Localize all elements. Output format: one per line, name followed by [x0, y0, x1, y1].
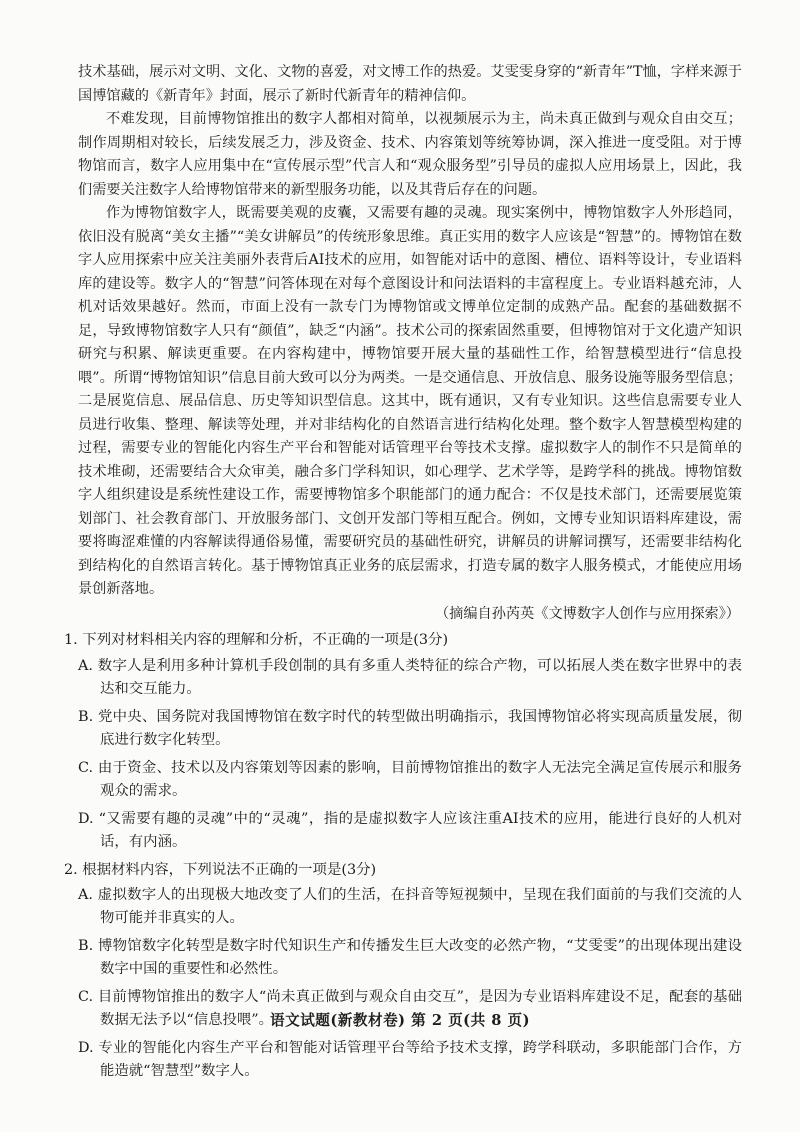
page-footer: 语文试题(新教材卷) 第 2 页(共 8 页) [270, 1012, 530, 1029]
passage-source: （摘编自孙芮英《文博数字人创作与应用探索》） [434, 605, 740, 622]
question-2-option-c: C. 目前博物馆推出的数字人“尚未真正做到与观众自由交互”，是因为专业语料库建设不足，配套的基础数据无法予以“信息投喂”。 [78, 989, 742, 1028]
question-2-stem: 2. 根据材料内容，下列说法不正确的一项是(3分) [64, 861, 377, 878]
page-content [64, 61, 742, 1088]
question-2-option-b: B. 博物馆数字化转型是数字时代知识生产和传播发生巨大改变的必然产物，“艾雯雯”的出现体现出建设数字中国的重要性和必然性。 [78, 938, 742, 977]
question-1 [64, 629, 742, 854]
question-1-stem: 1. 下列对材料相关内容的理解和分析，不正确的一项是(3分) [64, 632, 449, 648]
passage-paragraph-3: 作为博物馆数字人，既需要美观的皮囊，又需要有趣的灵魂。现实案例中，博物馆数字人外形趋同，依旧没有脱离“美女主播”“美女讲解员”的传统形象思维。真正实用的数字人应该是“智慧”的。博物馆在数字人应用探索中应关注美丽外表背后AI技术的应用，如智能对话中的意图、槽位、语料等设计，专业语料库的建设等。数字人的“智慧”问答体现在对每个意图设计和问法语料的丰富程度上。专业语料越充沛，人机对话效果越好。然而，市面上没有一款专门为博物馆或文博单位定制的成熟产品。配套的基础数据不足，导致博物馆数字人只有“颜值”，缺乏“内涵”。技术公司的探索固然重要，但博物馆对于文化遗产知识研究与积累、解读更重要。在内容构建中，博物馆要开展大量的基础性工作，给智慧模型进行“信息投喂”。所谓“博物馆知识”信息目前大致可以分为两类。一是交通信息、开放信息、服务设施等服务型信息；二是展览信息、展品信息、历史等知识型信息。这其中，既有通识，又有专业知识。这些信息需要专业人员进行收集、整理、解读等处理，并对非结构化的自然语言进行结构化处理。整个数字人智慧模型构建的过程，需要专业的智能化内容生产平台和智能对话管理平台等技术支撑。虚拟数字人的制作不只是简单的技术堆砌，还需要结合大众审美，融合多门学科知识，如心理学、艺术学等，是跨学科的挑战。博物馆数字人组织建设是系统性建设工作，需要博物馆多个职能部门的通力配合：不仅是技术部门，还需要展览策划部门、社会教育部门、开放服务部门、文创开发部门等相互配合。例如，文博专业知识语料库建设，需要将晦涩难懂的内容解读得通俗易懂，需要研究员的基础性研究，讲解员的讲解词撰写，还需要非结构化到结构化的自然语言转化。基于博物馆真正业务的底层需求，打造专属的数字人服务模式，才能使应用场景创新落地。 [78, 205, 742, 597]
reading-passage [78, 61, 742, 626]
passage-paragraph-1: 技术基础，展示对文明、文化、文物的喜爱，对文博工作的热爱。艾雯雯身穿的“新青年”T恤，字样来源于国博馆藏的《新青年》封面，展示了新时代新青年的精神信仰。 [78, 64, 742, 104]
question-2-option-d: D. 专业的智能化内容生产平台和智能对话管理平台等给予技术支撑，跨学科联动，多职能部门合作，方能造就“智慧型”数字人。 [78, 1040, 742, 1079]
question-1-option-c: C. 由于资金、技术以及内容策划等因素的影响，目前博物馆推出的数字人无法完全满足宣传展示和服务观众的需求。 [78, 759, 742, 799]
question-1-option-a: A. 数字人是利用多种计算机手段创制的具有多重人类特征的综合产物，可以拓展人类在数字世界中的表达和交互能力。 [78, 657, 742, 697]
question-1-option-b: B. 党中央、国务院对我国博物馆在数字时代的转型做出明确指示，我国博物馆必将实现高质量发展，彻底进行数字化转型。 [78, 708, 742, 748]
question-2 [64, 859, 742, 1084]
question-2-option-a: A. 虚拟数字人的出现极大地改变了人们的生活，在抖音等短视频中，呈现在我们面前的与我们交流的人物可能并非真实的人。 [78, 887, 742, 926]
question-1-option-d: D. “又需要有趣的灵魂”中的“灵魂”，指的是虚拟数字人应该注重AI技术的应用，能进行良好的人机对话，有内涵。 [78, 810, 742, 850]
passage-paragraph-2: 不难发现，目前博物馆推出的数字人都相对简单，以视频展示为主，尚未真正做到与观众自由交互；制作周期相对较长，后续发展乏力，涉及资金、技术、内容策划等统筹协调，深入推进一度受阻。对于博物馆而言，数字人应用集中在“宣传展示型”代言人和“观众服务型”引导员的虚拟人应用场景上，因此，我们需要关注数字人给博物馆带来的新型服务功能，以及其背后存在的问题。 [78, 111, 742, 198]
